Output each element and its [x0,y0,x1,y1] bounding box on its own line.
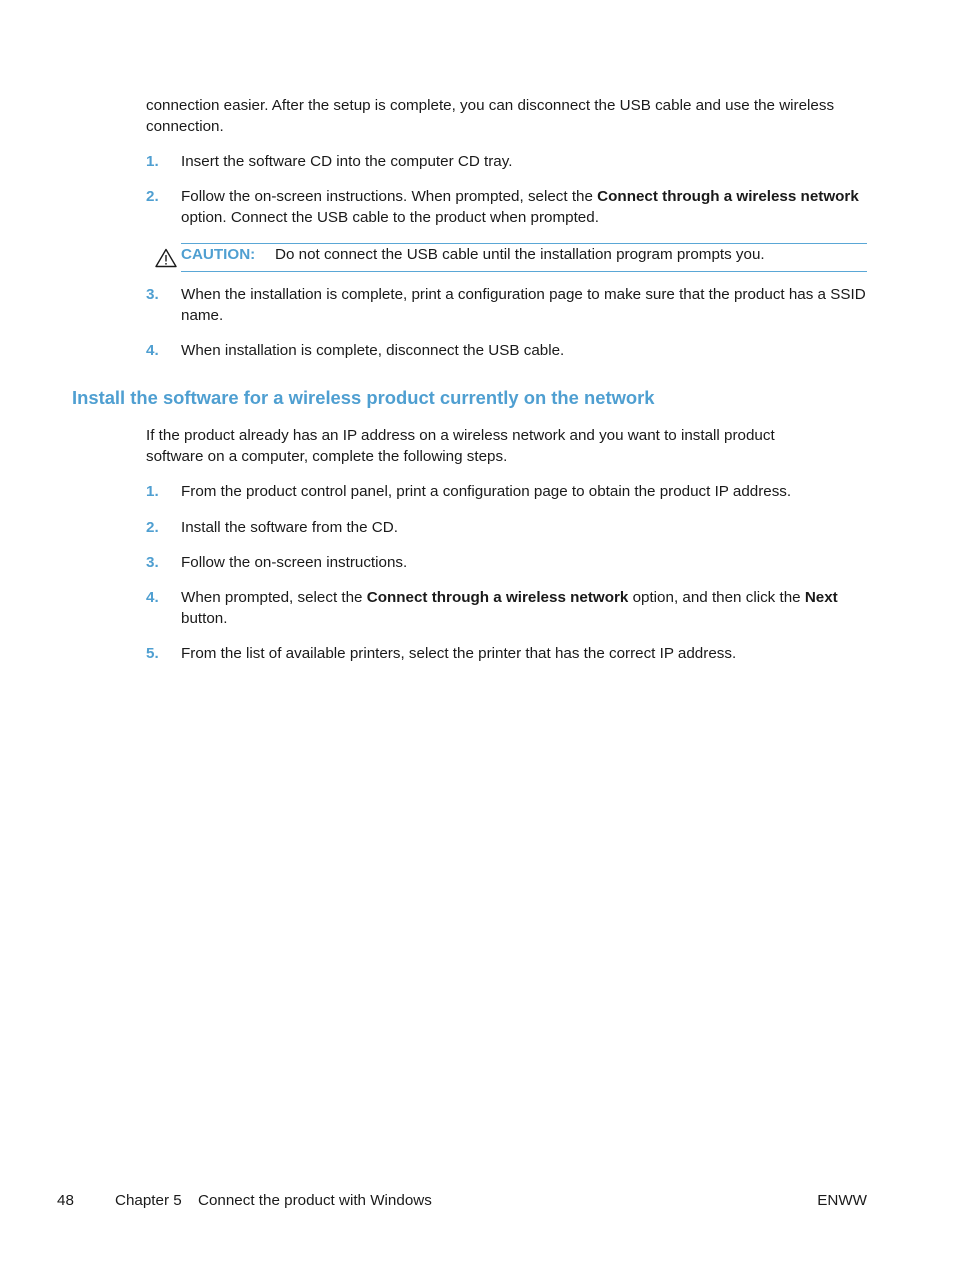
step-text: When installation is complete, disconnect the USB cable. [181,342,565,359]
step-text [181,587,868,629]
intro-paragraph: connection easier. After the setup is complete, you can disconnect the USB cable and use the wireless connection. [146,97,835,135]
step-number: 1. [146,483,159,500]
warning-triangle-icon [155,248,177,268]
footer-chapter: Chapter 5 [115,1192,182,1209]
step-text-part: option. Connect the USB cable to the product when prompted. [181,209,599,226]
step-number: 3. [146,554,159,571]
step-text [181,186,868,228]
page-number: 48 [57,1192,74,1209]
section-heading: Install the software for a wireless product currently on the network [72,387,655,408]
step-text: From the list of available printers, select the printer that has the correct IP address. [181,645,737,662]
caution-box [181,243,867,272]
caution-label: CAUTION: [181,246,256,263]
option-name: Connect through a wireless network [597,188,859,205]
step-number: 5. [146,645,159,662]
step-number: 4. [146,589,159,606]
step-text: When the installation is complete, print a configuration page to make sure that the product has a SSID name. [181,286,866,324]
step-text: Insert the software CD into the computer CD tray. [181,153,513,170]
step-text: Follow the on-screen instructions. [181,554,408,571]
footer-locale: ENWW [817,1192,867,1209]
step-number: 1. [146,153,159,170]
step-number: 2. [146,188,159,205]
step-text: Install the software from the CD. [181,519,398,536]
option-name: Connect through a wireless network [366,589,629,606]
step-text-part: Follow the on-screen instructions. When prompted, select the [181,188,598,205]
step-number: 2. [146,519,159,536]
caution-text: Do not connect the USB cable until the installation program prompts you. [275,246,765,263]
step-text-part: option, and then click the [628,589,805,606]
section-intro: If the product already has an IP address on a wireless network and you want to install product software on a computer, complete the following steps. [146,427,775,465]
button-name: Next [804,589,838,606]
step-text-part: button. [181,610,228,627]
step-text-part: When prompted, select the [181,589,367,606]
step-number: 4. [146,342,159,359]
step-text: From the product control panel, print a configuration page to obtain the product IP address. [181,483,792,500]
step-number: 3. [146,286,159,303]
footer-chapter-title: Connect the product with Windows [198,1192,432,1209]
